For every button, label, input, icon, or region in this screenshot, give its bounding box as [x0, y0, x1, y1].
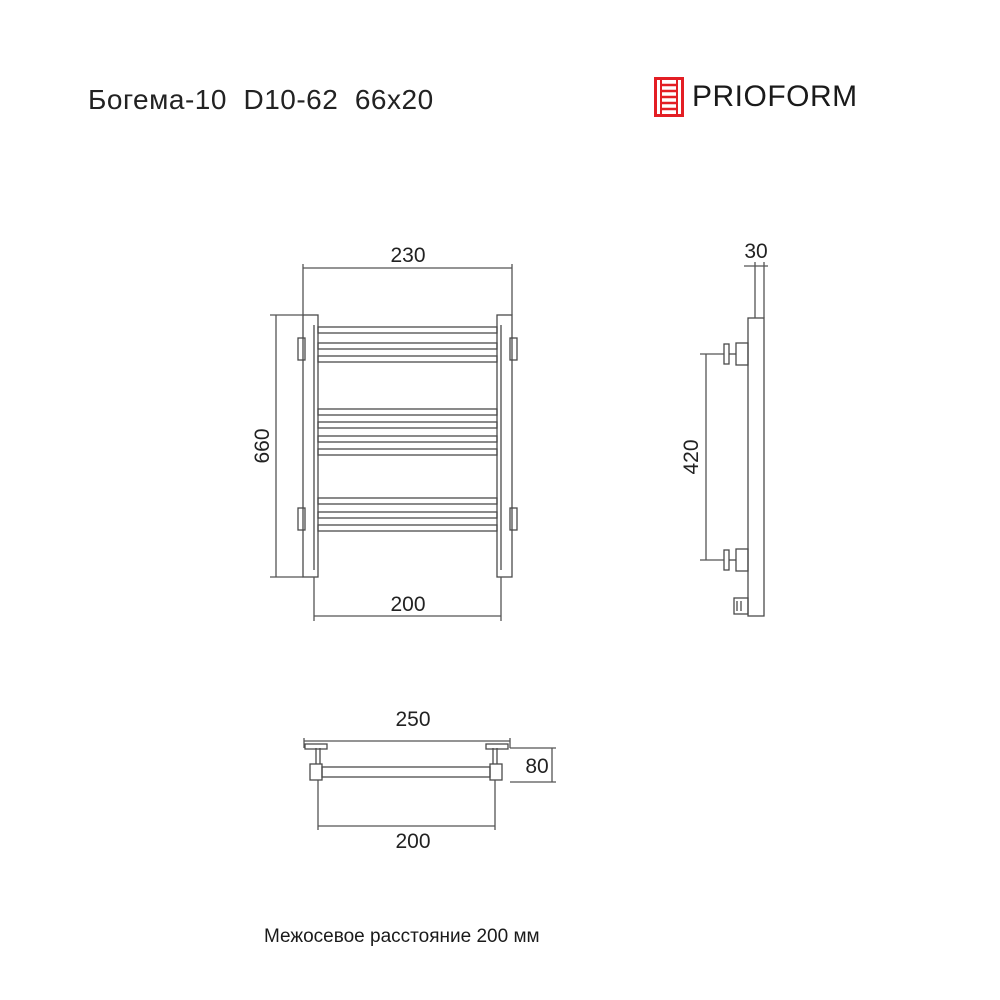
dim-top-depth-label: 80	[525, 755, 549, 778]
dim-mount-spacing-label: 420	[680, 439, 703, 475]
logo-text: PRIOFORM	[692, 80, 858, 113]
dim-top-width-label: 250	[395, 708, 431, 731]
dim-width-bottom-label: 200	[390, 593, 426, 616]
dim-height-label: 660	[251, 428, 274, 464]
center-distance-note: Межосевое расстояние 200 мм	[264, 926, 540, 947]
page-title: Богема-10 D10-62 66x20	[88, 84, 434, 115]
top-bar	[322, 767, 490, 777]
bracket-bottom-left	[298, 508, 305, 530]
dim-depth-label: 30	[744, 240, 768, 263]
top-view	[304, 738, 556, 830]
bracket-bottom-right	[510, 508, 517, 530]
side-view	[700, 262, 768, 616]
side-mount-bottom	[736, 549, 748, 571]
front-view	[270, 264, 517, 621]
side-profile	[748, 318, 764, 616]
bracket-top-right	[510, 338, 517, 360]
side-mount-top	[736, 343, 748, 365]
rung-group	[318, 327, 497, 531]
dim-width-top-label: 230	[390, 244, 426, 267]
dim-top-center-label: 200	[395, 830, 431, 853]
bracket-top-left	[298, 338, 305, 360]
